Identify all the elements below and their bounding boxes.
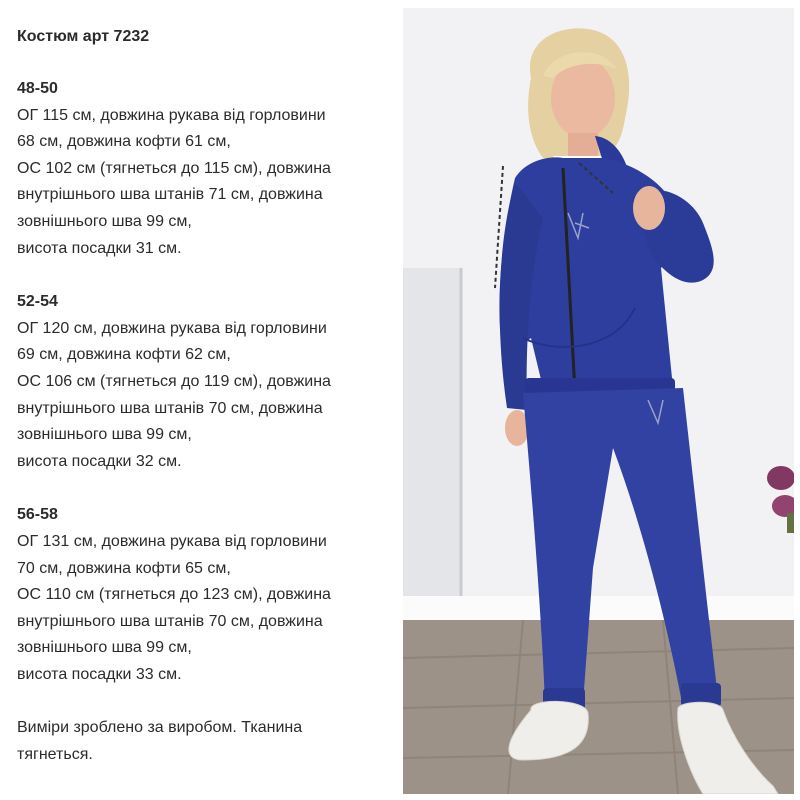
size-block-48-50 bbox=[17, 76, 389, 262]
size-line: внутрішнього шва штанів 70 см, довжина bbox=[17, 399, 323, 417]
fabric-note bbox=[17, 715, 389, 768]
product-title: Костюм арт 7232 bbox=[17, 28, 150, 45]
size-line: ОС 110 см (тягнеться до 123 см), довжина bbox=[17, 586, 331, 604]
size-line: ОС 102 см (тягнеться до 115 см), довжина bbox=[17, 159, 331, 177]
size-line: внутрішнього шва штанів 71 см, довжина bbox=[17, 186, 323, 204]
size-line: зовнішнього шва 99 см, bbox=[17, 639, 192, 657]
size-line: висота посадки 32 см. bbox=[17, 452, 182, 470]
description-text bbox=[17, 24, 389, 769]
baseboard bbox=[403, 596, 794, 622]
size-line: ОГ 115 см, довжина рукава від горловини bbox=[17, 106, 326, 124]
product-photo bbox=[403, 8, 794, 794]
size-block-56-58 bbox=[17, 502, 389, 688]
size-line: висота посадки 33 см. bbox=[17, 665, 182, 683]
size-line: внутрішнього шва штанів 70 см, довжина bbox=[17, 612, 323, 630]
size-line: зовнішнього шва 99 см, bbox=[17, 426, 192, 444]
note-line: Виміри зроблено за виробом. Тканина bbox=[17, 719, 303, 737]
size-label: 48-50 bbox=[17, 80, 58, 97]
size-line: ОГ 131 см, довжина рукава від горловини bbox=[17, 532, 327, 550]
size-line: 69 см, довжина кофти 62 см, bbox=[17, 346, 231, 364]
size-line: ОС 106 см (тягнеться до 119 см), довжина bbox=[17, 372, 331, 390]
size-line: ОГ 120 см, довжина рукава від горловини bbox=[17, 319, 327, 337]
size-line: зовнішнього шва 99 см, bbox=[17, 212, 192, 230]
size-line: висота посадки 31 см. bbox=[17, 239, 182, 257]
size-line: 68 см, довжина кофти 61 см, bbox=[17, 133, 231, 151]
size-block-52-54 bbox=[17, 289, 389, 475]
size-label: 56-58 bbox=[17, 506, 58, 524]
size-label: 52-54 bbox=[17, 293, 58, 311]
note-line: тягнеться. bbox=[17, 746, 93, 764]
size-line: 70 см, довжина кофти 65 см, bbox=[17, 559, 231, 577]
